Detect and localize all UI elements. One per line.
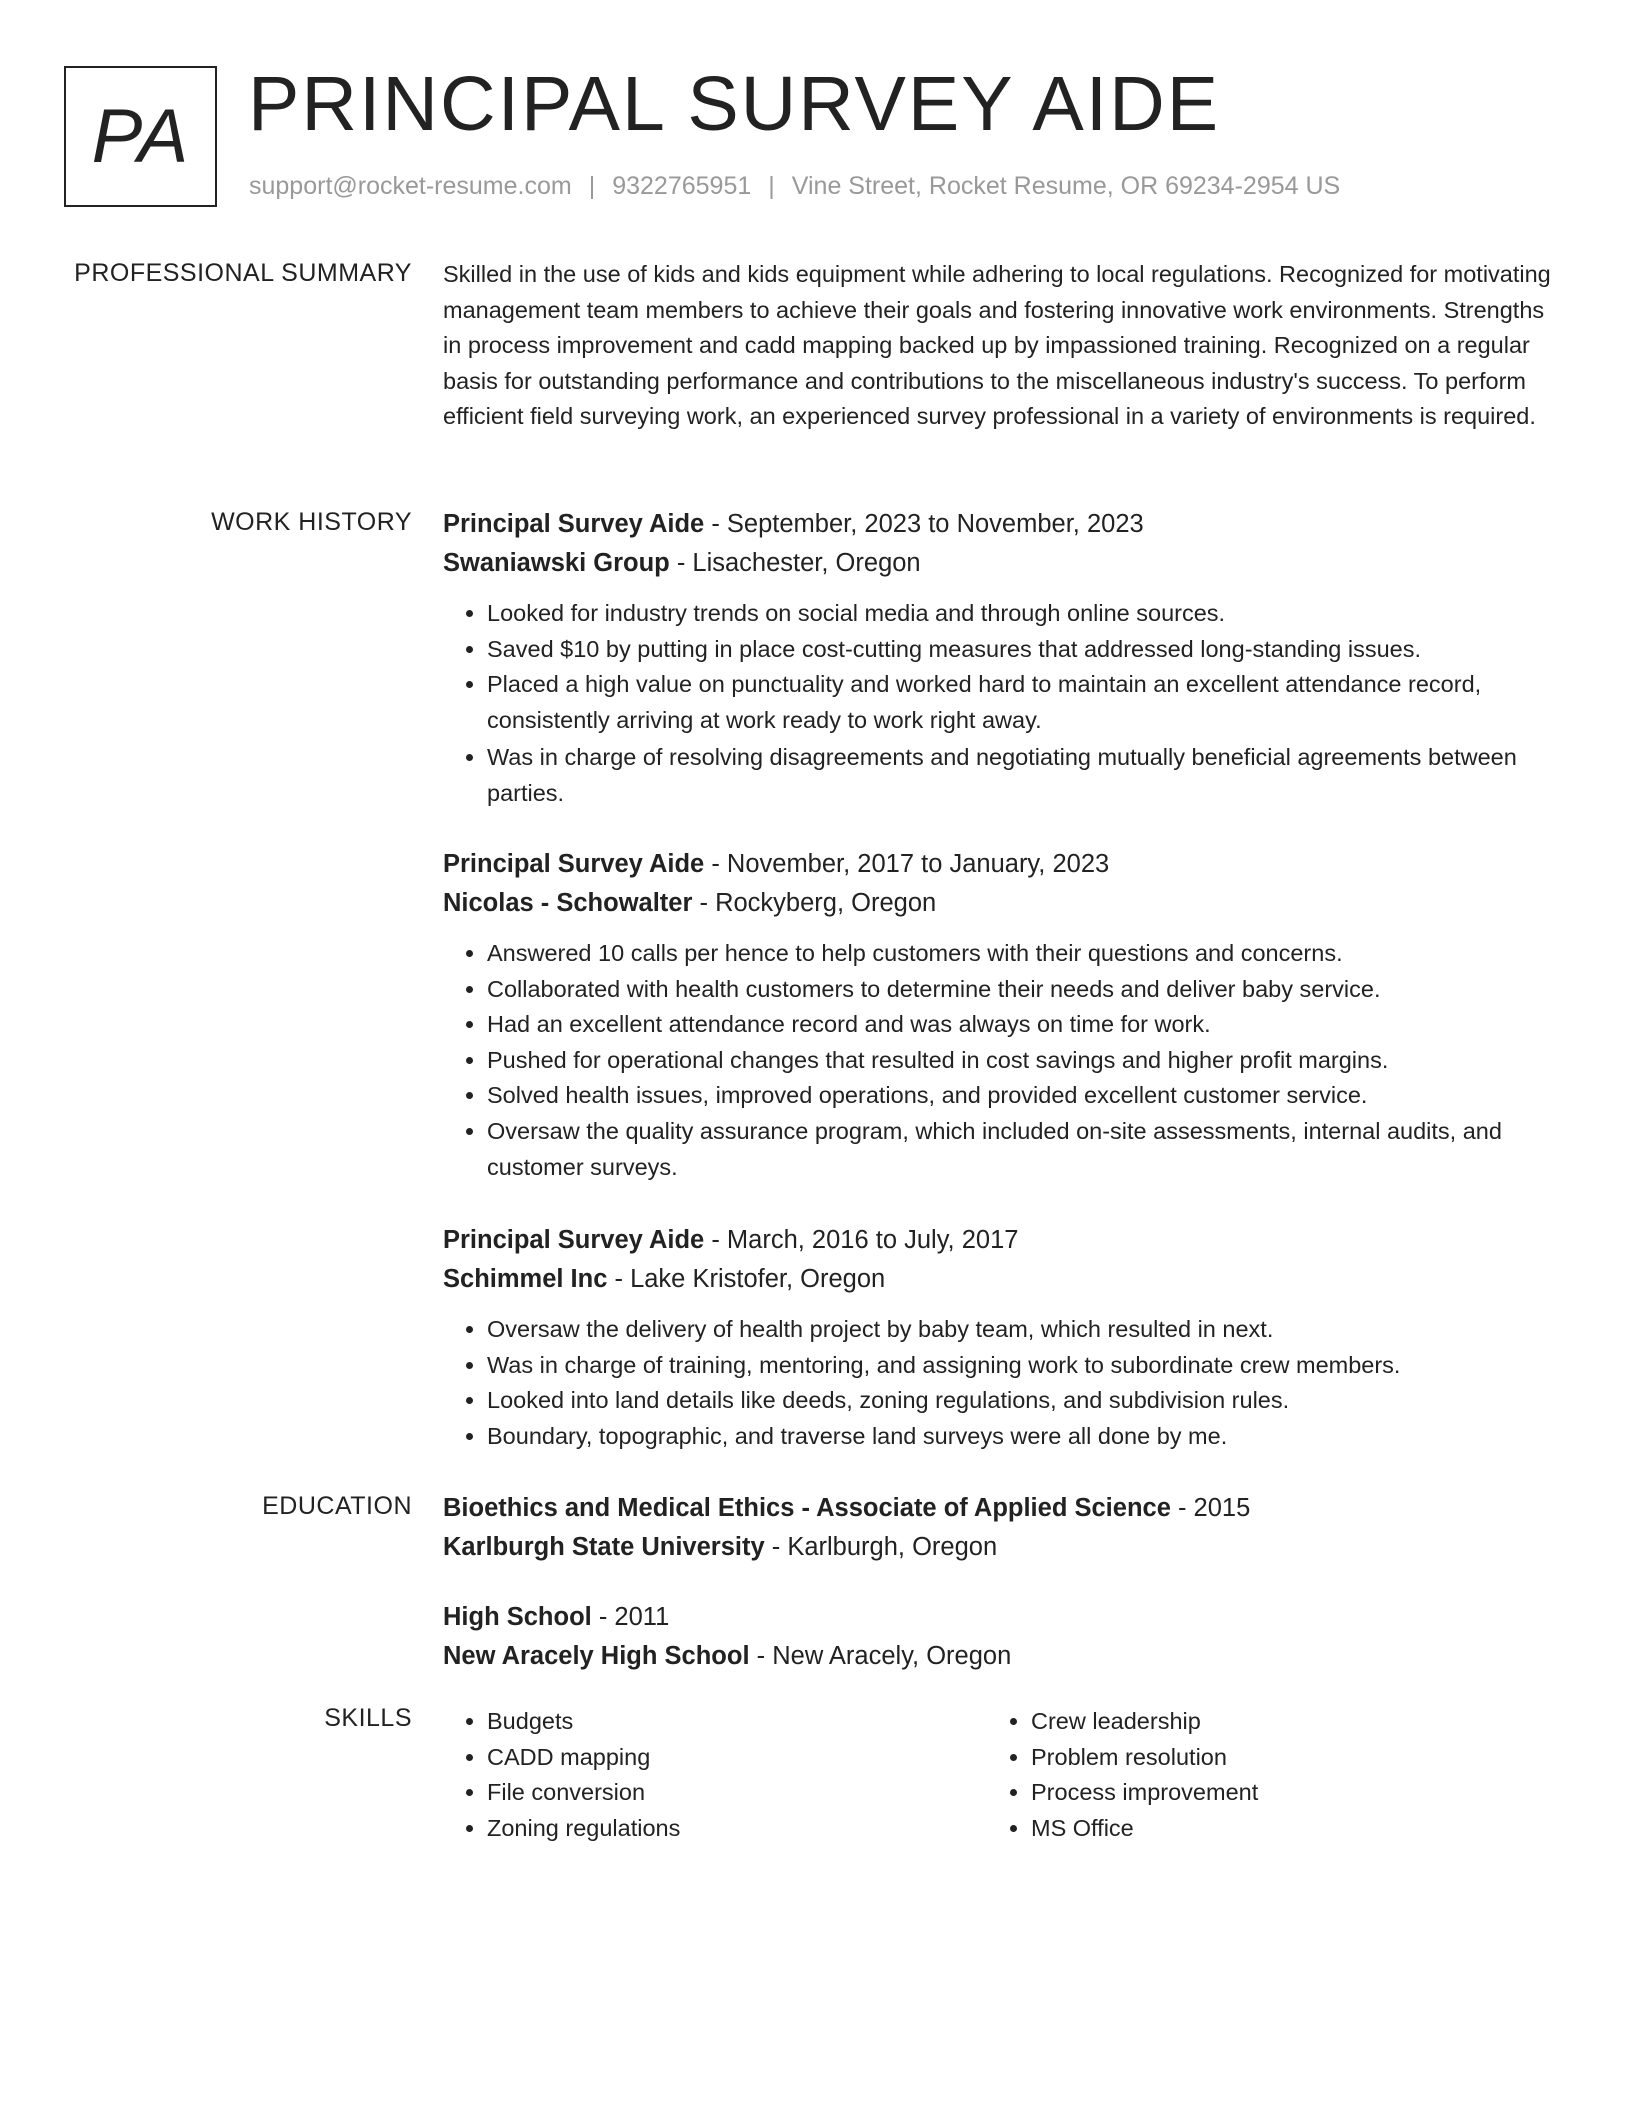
job-bullets xyxy=(443,936,1553,1185)
job-title-line xyxy=(443,1221,1553,1260)
skill-item: • CADD mapping xyxy=(487,1740,987,1776)
job-bullet: • Had an excellent attendance record and was always on time for work. xyxy=(487,1007,1553,1043)
job-bullet: • Looked into land details like deeds, zoning regulations, and subdivision rules. xyxy=(487,1383,1553,1419)
job-bullet: • Was in charge of resolving disagreements and negotiating mutually beneficial agreements between parties. xyxy=(487,740,1553,811)
education-year: - 2015 xyxy=(1170,1494,1251,1522)
job-company: Swaniawski Group xyxy=(443,549,670,577)
monogram-initials: PA xyxy=(91,93,190,179)
skill-item: • Problem resolution xyxy=(1031,1740,1531,1776)
skills-list-right xyxy=(987,1704,1531,1846)
section-title-skills: SKILLS xyxy=(324,1704,412,1732)
section-title-education: EDUCATION xyxy=(262,1492,412,1520)
job-bullet: • Oversaw the delivery of health project by baby team, which resulted in next. xyxy=(487,1312,1553,1348)
skill-item: • MS Office xyxy=(1031,1811,1531,1847)
resume-name-title: PRINCIPAL SURVEY AIDE xyxy=(248,61,1221,147)
job-title-line xyxy=(443,845,1553,884)
job-role: Principal Survey Aide xyxy=(443,850,705,878)
job-dates: - November, 2017 to January, 2023 xyxy=(704,850,1110,878)
education-school-line xyxy=(443,1637,1553,1676)
skill-item: • Process improvement xyxy=(1031,1775,1531,1811)
job-entry xyxy=(443,845,1553,1185)
section-title-work-history: WORK HISTORY xyxy=(211,508,412,536)
job-company-line xyxy=(443,544,1553,583)
contact-line xyxy=(249,172,1340,201)
job-title-line xyxy=(443,505,1553,544)
education-location: - Karlburgh, Oregon xyxy=(764,1533,998,1561)
skill-item: • Zoning regulations xyxy=(487,1811,987,1847)
job-location: - Lisachester, Oregon xyxy=(669,549,921,577)
education-school: New Aracely High School xyxy=(443,1642,750,1670)
job-bullet: • Saved $10 by putting in place cost-cutting measures that addressed long-standing issues. xyxy=(487,632,1553,668)
skills-content xyxy=(443,1704,1553,1846)
job-bullet: • Looked for industry trends on social media and through online sources. xyxy=(487,596,1553,632)
job-bullet: • Solved health issues, improved operations, and provided excellent customer service. xyxy=(487,1078,1553,1114)
skill-item: • Budgets xyxy=(487,1704,987,1740)
job-dates: - March, 2016 to July, 2017 xyxy=(704,1226,1019,1254)
education-degree: High School xyxy=(443,1603,592,1631)
skill-item: • File conversion xyxy=(487,1775,987,1811)
education-school-line xyxy=(443,1528,1553,1567)
education-degree-line xyxy=(443,1489,1553,1528)
job-bullet: • Answered 10 calls per hence to help customers with their questions and concerns. xyxy=(487,936,1553,972)
contact-separator: | xyxy=(588,172,596,200)
job-entry xyxy=(443,505,1553,812)
contact-email: support@rocket-resume.com xyxy=(249,172,572,200)
skill-item: • Crew leadership xyxy=(1031,1704,1531,1740)
job-bullet: • Collaborated with health customers to determine their needs and deliver baby service. xyxy=(487,972,1553,1008)
education-entry xyxy=(443,1598,1553,1676)
job-bullet: • Boundary, topographic, and traverse land surveys were all done by me. xyxy=(487,1419,1553,1455)
job-bullet: • Oversaw the quality assurance program, which included on-site assessments, internal audits, and customer surveys. xyxy=(487,1114,1553,1185)
monogram-badge xyxy=(64,66,217,207)
job-company: Schimmel Inc xyxy=(443,1265,608,1293)
education-location: - New Aracely, Oregon xyxy=(749,1642,1012,1670)
education-degree-line xyxy=(443,1598,1553,1637)
job-company-line xyxy=(443,884,1553,923)
job-company-line xyxy=(443,1260,1553,1299)
contact-phone: 9322765951 xyxy=(612,172,752,200)
job-dates: - September, 2023 to November, 2023 xyxy=(704,510,1144,538)
job-bullet: • Was in charge of training, mentoring, and assigning work to subordinate crew members. xyxy=(487,1348,1553,1384)
summary-text: Skilled in the use of kids and kids equipment while adhering to local regulations. Recognized for motivating management team members to achieve their goals and fostering innovative work environments. Strengths in process improvement and cadd mapping backed up by impassioned training. Recognized on a regular basis for outstanding performance and contributions to the miscellaneous industry's success. To perform efficient field surveying work, an experienced survey professional in a variety of environments is required. xyxy=(443,261,1551,430)
education-entry xyxy=(443,1489,1553,1567)
job-bullets xyxy=(443,596,1553,812)
education-school: Karlburgh State University xyxy=(443,1533,765,1561)
skills-columns xyxy=(443,1704,1553,1846)
job-bullets xyxy=(443,1312,1553,1454)
job-role: Principal Survey Aide xyxy=(443,510,705,538)
education-year: - 2011 xyxy=(591,1603,670,1631)
job-role: Principal Survey Aide xyxy=(443,1226,705,1254)
education-degree: Bioethics and Medical Ethics - Associate of Applied Science xyxy=(443,1494,1171,1522)
job-location: - Lake Kristofer, Oregon xyxy=(607,1265,886,1293)
job-location: - Rockyberg, Oregon xyxy=(692,889,937,917)
summary-content xyxy=(443,257,1553,435)
job-bullet: • Pushed for operational changes that resulted in cost savings and higher profit margins. xyxy=(487,1043,1553,1079)
job-bullet: • Placed a high value on punctuality and worked hard to maintain an excellent attendance record, consistently arriving at work ready to work right away. xyxy=(487,667,1553,738)
skills-list-left xyxy=(443,1704,987,1846)
job-company: Nicolas - Schowalter xyxy=(443,889,693,917)
job-entry xyxy=(443,1221,1553,1454)
section-title-summary: PROFESSIONAL SUMMARY xyxy=(74,259,412,287)
contact-address: Vine Street, Rocket Resume, OR 69234-2954 US xyxy=(791,172,1341,200)
contact-separator: | xyxy=(768,172,775,200)
